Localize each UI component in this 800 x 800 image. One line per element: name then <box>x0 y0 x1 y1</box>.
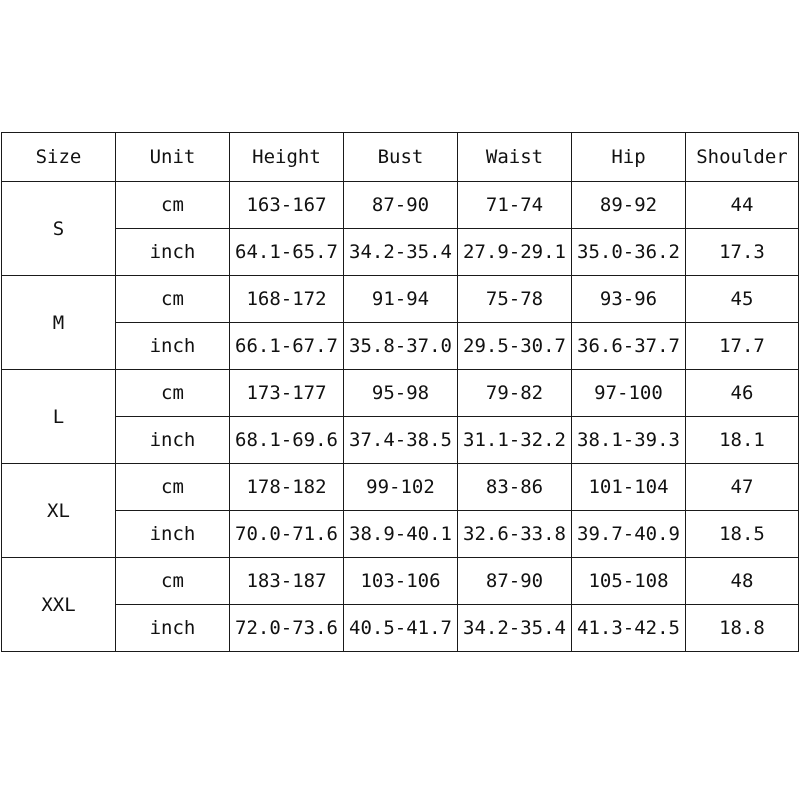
header-height: Height <box>230 133 344 182</box>
table-cell: 34.2-35.4 <box>458 605 572 652</box>
table-cell: 34.2-35.4 <box>344 229 458 276</box>
table-row <box>2 323 799 370</box>
table-cell: 39.7-40.9 <box>572 511 686 558</box>
table-cell: 35.8-37.0 <box>344 323 458 370</box>
table-cell: 93-96 <box>572 276 686 323</box>
table-cell: 103-106 <box>344 558 458 605</box>
table-cell: 87-90 <box>458 558 572 605</box>
table-cell: 29.5-30.7 <box>458 323 572 370</box>
table-cell: 45 <box>686 276 799 323</box>
table-cell: 95-98 <box>344 370 458 417</box>
table-row <box>2 182 799 229</box>
unit-cell: cm <box>116 464 230 511</box>
size-label: S <box>2 182 116 276</box>
table-cell: 37.4-38.5 <box>344 417 458 464</box>
table-cell: 71-74 <box>458 182 572 229</box>
table-cell: 91-94 <box>344 276 458 323</box>
table-cell: 27.9-29.1 <box>458 229 572 276</box>
header-size: Size <box>2 133 116 182</box>
table-row <box>2 229 799 276</box>
table-cell: 72.0-73.6 <box>230 605 344 652</box>
table-row <box>2 417 799 464</box>
header-hip: Hip <box>572 133 686 182</box>
table-cell: 38.9-40.1 <box>344 511 458 558</box>
unit-cell: inch <box>116 605 230 652</box>
unit-cell: inch <box>116 417 230 464</box>
table-cell: 89-92 <box>572 182 686 229</box>
size-chart-table <box>1 132 799 652</box>
table-cell: 168-172 <box>230 276 344 323</box>
unit-cell: inch <box>116 323 230 370</box>
table-cell: 48 <box>686 558 799 605</box>
table-cell: 47 <box>686 464 799 511</box>
unit-cell: cm <box>116 558 230 605</box>
size-label: M <box>2 276 116 370</box>
unit-cell: inch <box>116 511 230 558</box>
table-cell: 41.3-42.5 <box>572 605 686 652</box>
table-cell: 178-182 <box>230 464 344 511</box>
table-cell: 35.0-36.2 <box>572 229 686 276</box>
table-cell: 31.1-32.2 <box>458 417 572 464</box>
table-cell: 44 <box>686 182 799 229</box>
header-shoulder: Shoulder <box>686 133 799 182</box>
table-cell: 75-78 <box>458 276 572 323</box>
table-cell: 68.1-69.6 <box>230 417 344 464</box>
table-cell: 18.1 <box>686 417 799 464</box>
unit-cell: cm <box>116 182 230 229</box>
table-row <box>2 276 799 323</box>
table-cell: 38.1-39.3 <box>572 417 686 464</box>
table-cell: 18.5 <box>686 511 799 558</box>
table-cell: 163-167 <box>230 182 344 229</box>
table-cell: 183-187 <box>230 558 344 605</box>
table-cell: 40.5-41.7 <box>344 605 458 652</box>
table-cell: 173-177 <box>230 370 344 417</box>
table-row <box>2 511 799 558</box>
table-cell: 87-90 <box>344 182 458 229</box>
table-cell: 79-82 <box>458 370 572 417</box>
size-label: XL <box>2 464 116 558</box>
table-cell: 17.7 <box>686 323 799 370</box>
table-cell: 101-104 <box>572 464 686 511</box>
unit-cell: cm <box>116 370 230 417</box>
size-label: XXL <box>2 558 116 652</box>
table-row <box>2 464 799 511</box>
table-cell: 32.6-33.8 <box>458 511 572 558</box>
table-cell: 36.6-37.7 <box>572 323 686 370</box>
table-cell: 17.3 <box>686 229 799 276</box>
header-row <box>2 133 799 182</box>
table-cell: 97-100 <box>572 370 686 417</box>
table-cell: 99-102 <box>344 464 458 511</box>
header-bust: Bust <box>344 133 458 182</box>
table-row <box>2 370 799 417</box>
table-cell: 70.0-71.6 <box>230 511 344 558</box>
header-unit: Unit <box>116 133 230 182</box>
table-cell: 66.1-67.7 <box>230 323 344 370</box>
table-row <box>2 558 799 605</box>
unit-cell: cm <box>116 276 230 323</box>
table-cell: 105-108 <box>572 558 686 605</box>
size-label: L <box>2 370 116 464</box>
table-row <box>2 605 799 652</box>
unit-cell: inch <box>116 229 230 276</box>
header-waist: Waist <box>458 133 572 182</box>
table-cell: 18.8 <box>686 605 799 652</box>
table-cell: 83-86 <box>458 464 572 511</box>
table-cell: 64.1-65.7 <box>230 229 344 276</box>
table-cell: 46 <box>686 370 799 417</box>
